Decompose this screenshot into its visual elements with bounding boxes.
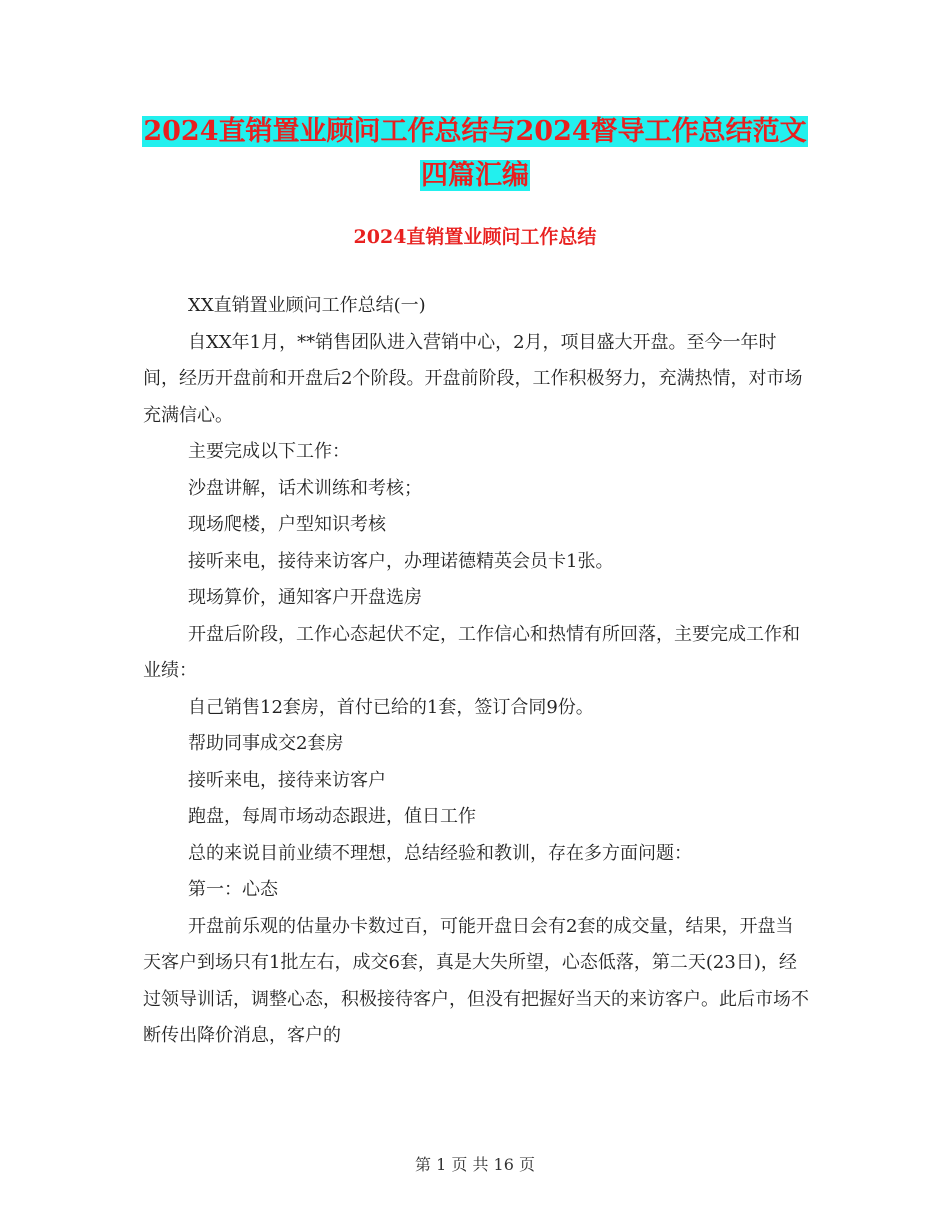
paragraph: 自己销售12套房，首付已给的1套，签订合同9份。 — [188, 696, 594, 718]
paragraph: 开盘后阶段，工作心态起伏不定，工作信心和热情有所回落，主要完成工作和业绩： — [143, 623, 800, 681]
paragraph: XX直销置业顾问工作总结(一) — [188, 295, 426, 316]
paragraph: 总的来说目前业绩不理想，总结经验和教训，存在多方面问题： — [188, 842, 692, 864]
document-title — [0, 110, 950, 198]
paragraph: 主要完成以下工作： — [188, 441, 350, 462]
paragraph: 跑盘，每周市场动态跟进，值日工作 — [188, 806, 476, 827]
paragraph: 现场爬楼，户型知识考核 — [188, 514, 386, 535]
paragraph: 接听来电，接待来访客户 — [188, 769, 386, 791]
paragraph: 自XX年1月，**销售团队进入营销中心，2月，项目盛大开盘。至今一年时间，经历开盘前和开盘后2个阶段。开盘前阶段，工作积极努力，充满热情，对市场充满信心。 — [143, 331, 803, 426]
document-title-line-1: 2024直销置业顾问工作总结与2024督导工作总结范文 — [143, 116, 807, 147]
page-footer: 第 1 页 共 16 页 — [415, 1155, 535, 1174]
paragraph: 沙盘讲解，话术训练和考核； — [188, 477, 422, 499]
paragraph: 现场算价，通知客户开盘选房 — [188, 587, 422, 608]
paragraph: 接听来电，接待来访客户，办理诺德精英会员卡1张。 — [188, 550, 614, 572]
document-body — [143, 288, 809, 1055]
paragraph: 帮助同事成交2套房 — [188, 733, 344, 754]
paragraph: 开盘前乐观的估量办卡数过百，可能开盘日会有2套的成交量，结果，开盘当天客户到场只有1批左右，成交6套，真是大失所望，心态低落，第二天(23日)，经过领导训话，调整心态，积极接待客户，但没有把握好当天的来访客户。此后市场不断传出降价消息，客户的 — [143, 915, 809, 1046]
document-title-line-2: 四篇汇编 — [421, 160, 529, 191]
paragraph: 第一：心态 — [188, 879, 278, 900]
section-title: 2024直销置业顾问工作总结 — [353, 226, 597, 248]
